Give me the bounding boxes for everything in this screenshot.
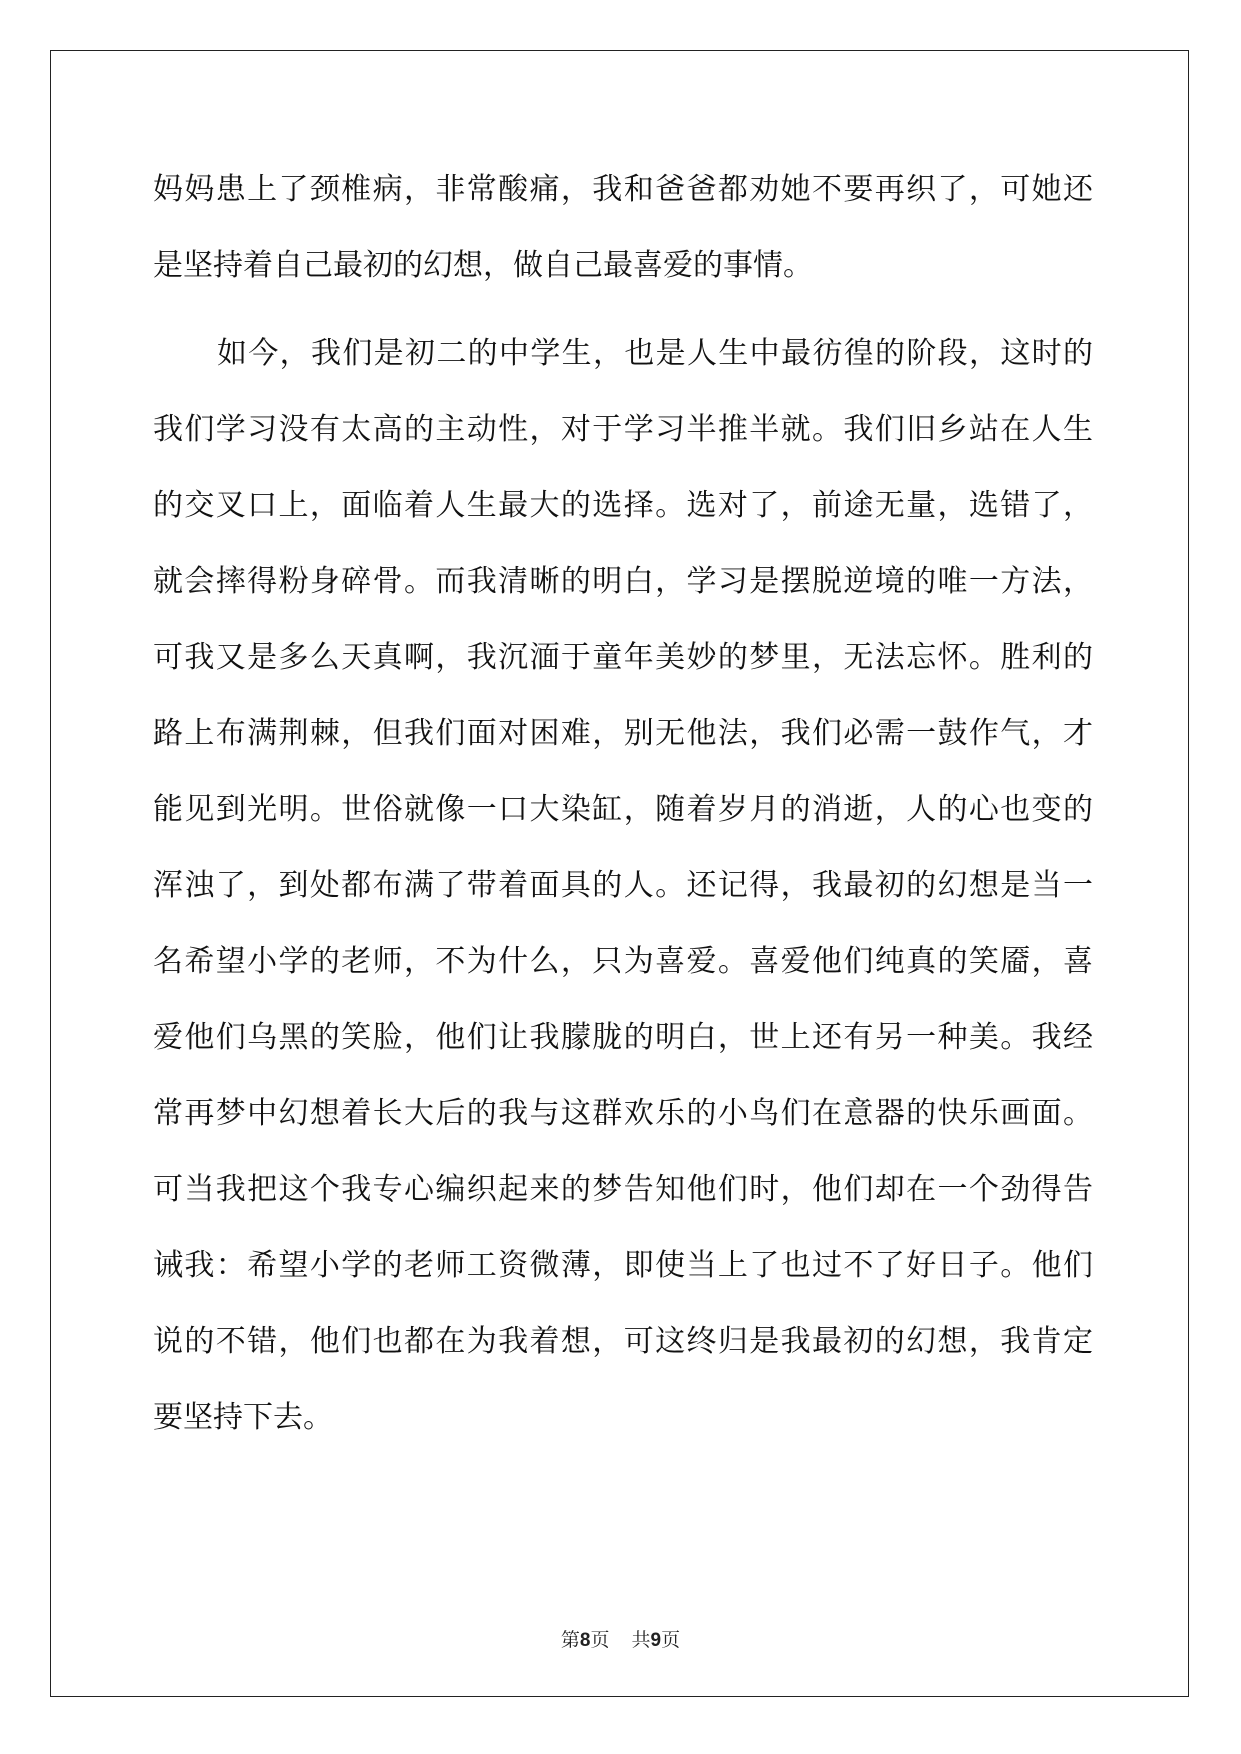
text-line: 路上布满荆棘，但我们面对困难，别无他法，我们必需一鼓作气，才 [153, 716, 1093, 751]
text-line: 是坚持着自己最初的幻想，做自己最喜爱的事情。 [153, 248, 813, 283]
text-line: 浑浊了，到处都布满了带着面具的人。还记得，我最初的幻想是当一 [153, 868, 1093, 903]
text-line: 常再梦中幻想着长大后的我与这群欢乐的小鸟们在意器的快乐画面。 [153, 1096, 1093, 1131]
text-line: 名希望小学的老师，不为什么，只为喜爱。喜爱他们纯真的笑靥，喜 [153, 944, 1093, 979]
paragraph-first-line: 如今，我们是初二的中学生，也是人生中最彷徨的阶段，这时的 [217, 336, 1093, 371]
total-pages-number: 9 [650, 1630, 662, 1651]
page-unit: 页 [590, 1629, 610, 1651]
text-line: 就会摔得粉身碎骨。而我清晰的明白，学习是摆脱逆境的唯一方法， [153, 564, 1093, 599]
text-line: 我们学习没有太高的主动性，对于学习半推半就。我们旧乡站在人生 [153, 412, 1093, 447]
total-label-prefix: 共 [631, 1629, 651, 1651]
current-page-number: 8 [579, 1630, 591, 1651]
text-line: 诫我：希望小学的老师工资微薄，即使当上了也过不了好日子。他们 [153, 1248, 1093, 1283]
page-label-prefix: 第 [560, 1629, 580, 1651]
text-line: 爱他们乌黑的笑脸，他们让我朦胧的明白，世上还有另一种美。我经 [153, 1020, 1093, 1055]
text-line: 可我又是多么天真啊，我沉湎于童年美妙的梦里，无法忘怀。胜利的 [153, 640, 1093, 675]
text-line: 要坚持下去。 [153, 1400, 333, 1435]
text-line: 能见到光明。世俗就像一口大染缸，随着岁月的消逝，人的心也变的 [153, 792, 1093, 827]
text-line: 说的不错，他们也都在为我着想，可这终归是我最初的幻想，我肯定 [153, 1324, 1093, 1359]
text-line: 可当我把这个我专心编织起来的梦告知他们时，他们却在一个劲得告 [153, 1172, 1093, 1207]
total-page-unit: 页 [661, 1629, 681, 1651]
text-line: 的交叉口上，面临着人生最大的选择。选对了，前途无量，选错了， [153, 488, 1093, 523]
text-line: 妈妈患上了颈椎病，非常酸痛，我和爸爸都劝她不要再织了，可她还 [153, 172, 1093, 207]
page-footer [0, 1628, 1241, 1653]
